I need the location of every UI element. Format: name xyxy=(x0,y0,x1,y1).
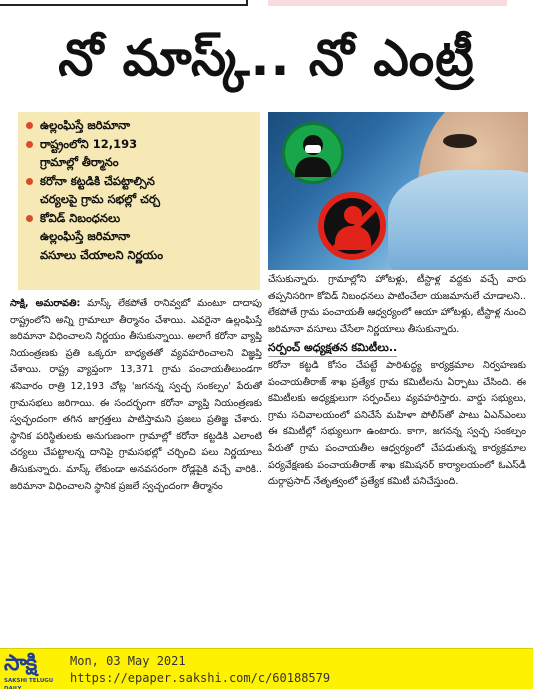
mask-required-icon xyxy=(282,122,344,184)
highlight-item: రాష్ట్రంలోని 12,193 xyxy=(26,135,254,154)
article-text: మాస్క్‌ లేకపోతే రానివ్వబో మంటూ దాదాపు రాష్ట్రంలోని అన్ని గ్రామాలూ తీర్మానం చేశాయి. ఎవరైనా ఉల్లంఘిస్తే జరిమానా విధించాలని నిర్ణయం తీసుకున్నాయి. అలాగే కరోనా వ్యాప్తి నియంత్రణకు ప్రతి ఒక్కరూ బాధ్యతతో వ్యవహరించాలని విజ్ఞప్తి చేశాయి. రాష్ట్ర వ్యాప్తంగా 13,371 గ్రామ పంచాయతీలుండగా శనివారం రాత్రి 12,193 చోట్ల 'జగనన్న స్వచ్ఛ సంకల్పం' పేరుతో గ్రామసభలు జరిగాయి. ఈ సందర్భంగా కరోనా వ్యాప్తి నియంత్రణకు స్వచ్ఛందంగా తగిన జాగ్రత్తలు పాటిస్తామని ప్రజలు ప్రతిజ్ఞ చేశారు. స్థానిక పరిస్థితులకు అనుగుణంగా గ్రామాల్లో కరోనా కట్టడికి ఎలాంటి చర్యలు చేపట్టాలన్న దానిపై గ్రామసభల్లో చర్చించి పలు నిర్ణయాలు తీసుకున్నారు. మాస్క్‌ లేకుండా అనవసరంగా రోడ్లపైకి వచ్చే వారికి.. జరిమానా విధించాలని స్థానిక ప్రజలే స్వచ్ఛందంగా తీర్మానం xyxy=(10,298,262,492)
sakshi-logo xyxy=(4,651,66,687)
logo-wordmark: సాక్షి xyxy=(4,651,37,676)
article-column-right xyxy=(268,272,526,640)
news-photo xyxy=(268,112,528,270)
epaper-url[interactable]: https://epaper.sakshi.com/c/60188579 xyxy=(70,671,331,685)
article-paragraph: చేసుకున్నారు. గ్రామాల్లోని హోటళ్లు, టీస్టాళ్ల వద్దకు వచ్చే వారు తప్పనిసరిగా కోవిడ్‌ నిబంధనలు పాటించేలా యజమానులే చూడాలని.. లేకపోతే గ్రామ పంచాయతీ ఆధ్వర్యంలో ఆయా హోటళ్లు, టీస్టాళ్ల నుంచి జరిమానా వసూలు చేసేలా నిర్ణయాలు తీసుకున్నారు. xyxy=(268,274,526,335)
article-column-left xyxy=(10,296,262,640)
top-border-right xyxy=(268,0,507,6)
highlight-item-continued: గ్రామాల్లో తీర్మానం xyxy=(40,155,119,169)
highlight-item: కరోనా కట్టడికి చేపట్టాల్సిన xyxy=(26,172,254,191)
footer-bar xyxy=(0,648,533,689)
logo-tagline: SAKSHI TELUGU DAILY xyxy=(4,678,54,689)
article-subheading: సర్పంచ్‌ అధ్యక్షతన కమిటీలు.. xyxy=(268,339,397,357)
highlight-item-continued: వసూలు చేయాలని నిర్ణయం xyxy=(40,247,164,262)
photo-face-mask xyxy=(388,170,528,270)
highlight-item-continued: చర్యలపై గ్రామ సభల్లో చర్చ xyxy=(40,192,161,206)
highlight-item-continued: ఉల్లంఘిస్తే జరిమానా xyxy=(40,229,131,243)
headline: నో మాస్క్‌.. నో ఎంట్రీ xyxy=(58,29,475,87)
edition-date: Mon, 03 May 2021 xyxy=(70,654,186,668)
byline: సాక్షి, అమరావతి: xyxy=(10,298,81,309)
article-paragraph xyxy=(10,296,262,495)
photo-eye xyxy=(443,134,477,148)
highlight-item: కోవిడ్‌ నిబంధనలు xyxy=(26,209,254,228)
highlights-box xyxy=(18,112,260,290)
top-border-left xyxy=(0,0,248,6)
no-mask-prohibited-icon xyxy=(318,192,386,260)
highlight-item: ఉల్లంఘిస్తే జరిమానా xyxy=(26,116,254,135)
article-paragraph: కరోనా కట్టడి కోసం చేపట్టే పారిశుద్ధ్య కార్యక్రమాల నిర్వహణకు పంచాయతీరాజ్‌ శాఖ ప్రత్యేక గ్రామ కమిటీలను ఏర్పాటు చేసింది. ఈ కమిటీలకు అధ్యక్షులుగా సర్పంచ్‌లు వ్యవహరిస్తారు. వార్డు సభ్యులు, గ్రామ సచివాలయంలో పనిచేసే మహిళా పోలీస్‌తో పాటు ఏఎన్‌ఎంలు ఈ కమిటీల్లో సభ్యులుగా ఉంటారు. కాగా, జగనన్న స్వచ్ఛ సంకల్పం పేరుతో గ్రామ పంచాయతీల ఆధ్వర్యంలో చేపడుతున్న కార్యక్రమాల పర్యవేక్షణకు పంచాయతీరాజ్‌ శాఖ కమిషనర్‌ కార్యాలయంలో ఓఎస్‌డీ దుర్గాప్రసాద్‌ నేతృత్వంలో ప్రత్యేక కమిటీ పనిచేస్తుంది. xyxy=(268,359,526,488)
